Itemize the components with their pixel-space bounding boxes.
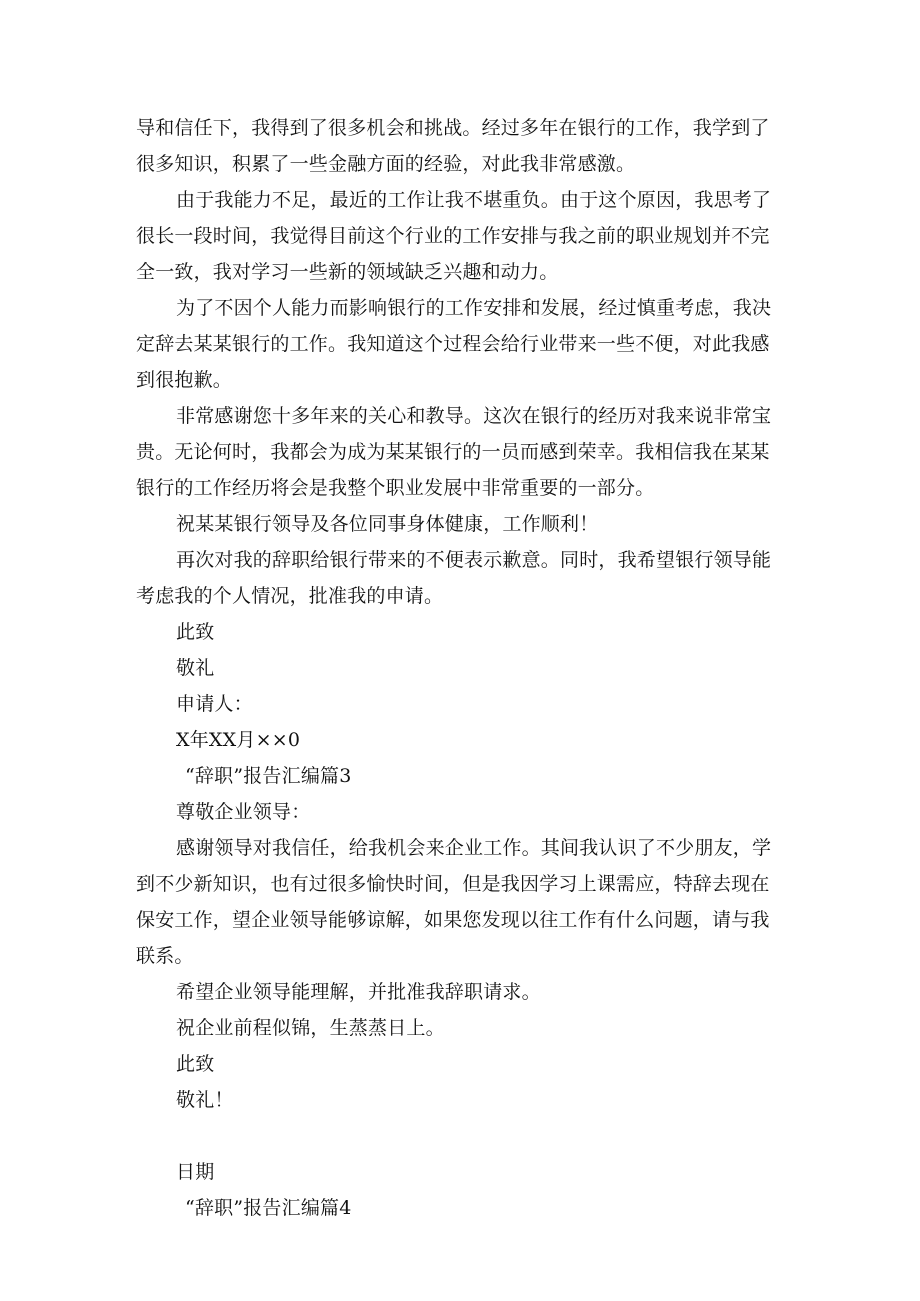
applicant-label: 申请人： [176, 693, 253, 715]
paragraph-line: 考虑我的个人情况，批准我的申请。 [136, 585, 444, 607]
paragraph-line: 到很抱歉。 [136, 369, 233, 391]
paragraph-line: 贵。无论何时，我都会为成为某某银行的一员而感到荣幸。我相信我在某某 [136, 441, 770, 463]
closing-salutation: 此致 [176, 1053, 215, 1075]
paragraph-line: 全一致，我对学习一些新的领域缺乏兴趣和动力。 [136, 261, 559, 283]
paragraph-line: 到不少新知识，也有过很多愉快时间，但是我因学习上课需应，特辞去现在 [136, 873, 770, 895]
paragraph-line: 希望企业领导能理解，并批准我辞职请求。 [176, 981, 541, 1003]
paragraph-line: 保安工作，望企业领导能够谅解，如果您发现以往工作有什么问题，请与我 [136, 909, 770, 931]
paragraph-line: 由于我能力不足，最近的工作让我不堪重负。由于这个原因，我思考了 [176, 189, 772, 211]
paragraph-line: 为了不因个人能力而影响银行的工作安排和发展，经过慎重考虑，我决 [176, 297, 772, 319]
greeting: 尊敬企业领导： [176, 801, 311, 823]
section-heading: “辞职”报告汇编篇3 [185, 765, 352, 787]
section-heading: “辞职”报告汇编篇4 [185, 1197, 352, 1219]
paragraph-line: 导和信任下，我得到了很多机会和挑战。经过多年在银行的工作，我学到了 [136, 117, 770, 139]
paragraph-line: 祝某某银行领导及各位同事身体健康，工作顺利！ [176, 513, 599, 535]
paragraph-line: 很长一段时间，我觉得目前这个行业的工作安排与我之前的职业规划并不完 [136, 225, 770, 247]
closing-regards: 敬礼 [176, 657, 215, 679]
paragraph-line: 定辞去某某银行的工作。我知道这个过程会给行业带来一些不便，对此我感 [136, 333, 770, 355]
closing-regards: 敬礼！ [176, 1089, 234, 1111]
paragraph-line: 非常感谢您十多年来的关心和教导。这次在银行的经历对我来说非常宝 [176, 405, 772, 427]
paragraph-line: 感谢领导对我信任，给我机会来企业工作。其间我认识了不少朋友，学 [176, 837, 772, 859]
paragraph-line: 祝企业前程似锦，生蒸蒸日上。 [176, 1017, 445, 1039]
paragraph-line: 很多知识，积累了一些金融方面的经验，对此我非常感激。 [136, 153, 636, 175]
date-line: X年XX月××0 [176, 729, 301, 751]
date-label: 日期 [176, 1161, 215, 1183]
paragraph-line: 银行的工作经历将会是我整个职业发展中非常重要的一部分。 [136, 477, 655, 499]
closing-salutation: 此致 [176, 621, 215, 643]
paragraph-line: 再次对我的辞职给银行带来的不便表示歉意。同时，我希望银行领导能 [176, 549, 772, 571]
paragraph-line: 联系。 [136, 945, 194, 967]
